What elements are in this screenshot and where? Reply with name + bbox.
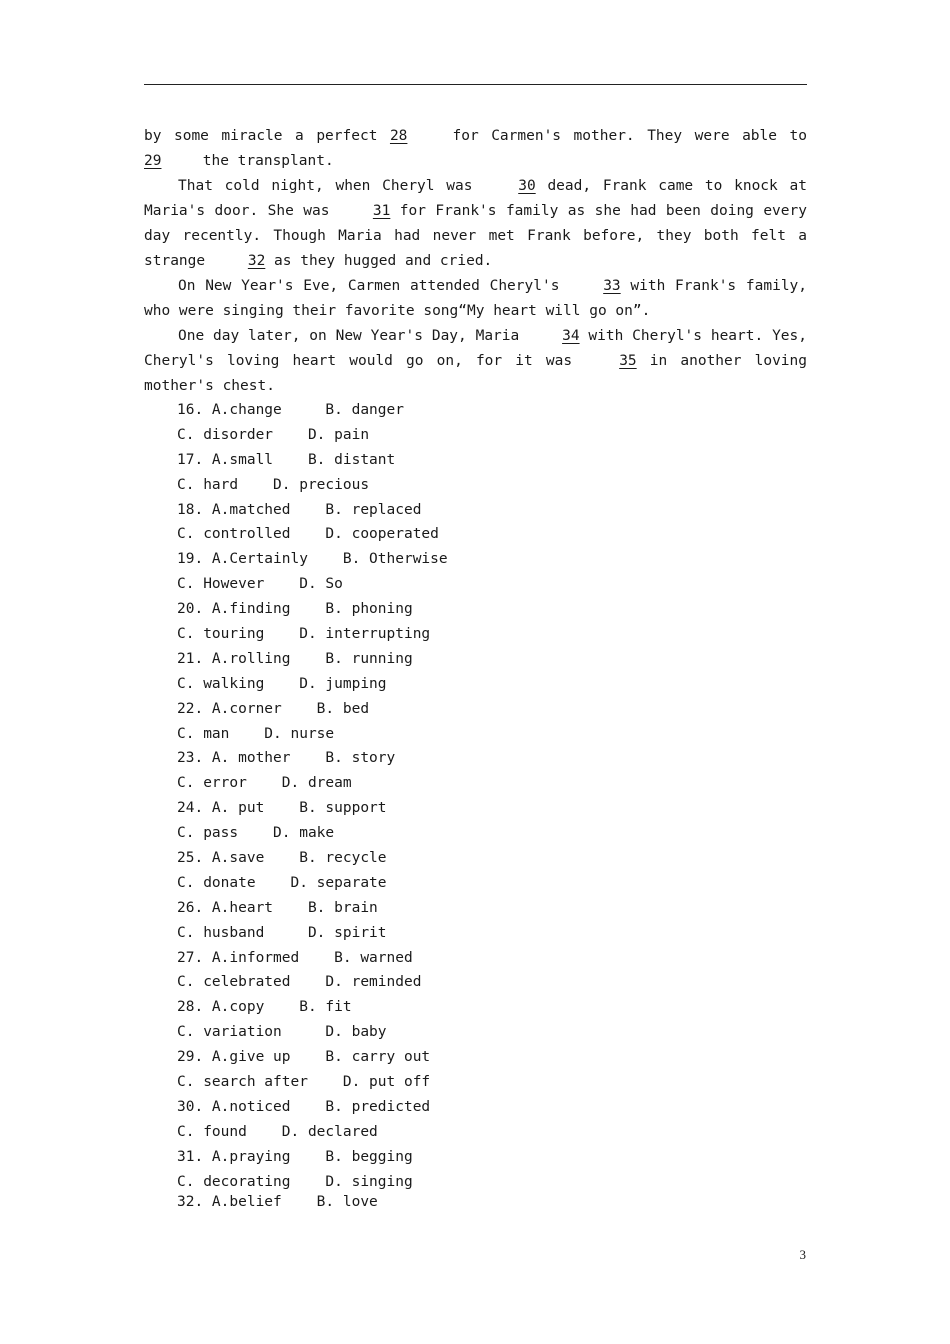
passage-paragraph — [144, 324, 807, 399]
passage-text-run: the transplant. — [194, 153, 334, 169]
header-rule — [144, 84, 807, 85]
option-line: C. controlled D. cooperated — [177, 526, 439, 543]
passage-text-run: for Carmen's mother. They were able to — [439, 128, 807, 144]
option-line: C. walking D. jumping — [177, 675, 387, 692]
option-line: 25. A.save B. recycle — [177, 850, 387, 867]
option-line: C. search after D. put off — [177, 1074, 431, 1091]
passage-text-run: for Frank's family as she had been doing every day recently. Though Maria had never met Frank before, they both felt a strange — [144, 203, 807, 269]
option-line: C. hard D. precious — [177, 476, 370, 493]
option-line: 28. A.copy B. fit — [177, 999, 352, 1016]
options-list — [177, 398, 777, 1214]
passage-paragraph — [144, 124, 807, 174]
answer-blank: 33 — [603, 278, 621, 294]
option-line: C. celebrated D. reminded — [177, 974, 422, 991]
option-line: 24. A. put B. support — [177, 800, 387, 817]
option-line: 20. A.finding B. phoning — [177, 601, 413, 618]
answer-blank: 30 — [518, 178, 536, 194]
option-line: 18. A.matched B. replaced — [177, 501, 422, 518]
option-line: C. error D. dream — [177, 775, 352, 792]
passage-text-run: dead, Frank came to knock at Maria's door. She was — [144, 178, 807, 219]
passage-text — [144, 124, 807, 399]
option-line: C. husband D. spirit — [177, 924, 387, 941]
answer-blank: 29 — [144, 153, 162, 169]
passage-text-run: with Cheryl's heart. Yes, Cheryl's loving heart would go on, for it was — [144, 328, 807, 369]
passage-text-run: as they hugged and cried. — [265, 253, 493, 269]
option-line: 16. A.change B. danger — [177, 402, 404, 418]
answer-blank: 28 — [389, 128, 408, 144]
option-line: 19. A.Certainly B. Otherwise — [177, 551, 448, 568]
answer-blank: 34 — [562, 328, 580, 344]
passage-paragraph — [144, 174, 807, 274]
option-line: 29. A.give up B. carry out — [177, 1049, 431, 1066]
passage-text-run: by some miracle a perfect — [144, 128, 390, 144]
option-line: C. found D. declared — [177, 1123, 378, 1140]
answer-blank: 31 — [372, 203, 391, 219]
option-line: 31. A.praying B. begging — [177, 1148, 413, 1165]
option-line: 27. A.informed B. warned — [177, 949, 413, 966]
passage-text-run: That cold night, when Cheryl was — [178, 178, 485, 194]
option-line: 30. A.noticed B. predicted — [177, 1098, 431, 1115]
option-line: C. variation D. baby — [177, 1024, 387, 1041]
answer-blank: 32 — [247, 253, 266, 269]
option-line: C. donate D. separate — [177, 874, 387, 891]
option-line: C. touring D. interrupting — [177, 626, 431, 643]
passage-paragraph — [144, 274, 807, 324]
page-number: 3 — [799, 1247, 806, 1262]
passage-text-run: with Frank's family, who were singing their favorite song“My heart will go on”. — [144, 278, 808, 319]
option-line: 22. A.corner B. bed — [177, 700, 370, 717]
passage-text-run: in another loving mother's chest. — [144, 353, 807, 394]
option-line: 23. A. mother B. story — [177, 750, 396, 767]
option-line: 32. A.belief B. love — [177, 1193, 378, 1210]
option-line: 26. A.heart B. brain — [177, 899, 378, 916]
passage-text-run: On New Year's Eve, Carmen attended Cheryl's — [178, 278, 570, 294]
option-line: C. disorder D. pain — [177, 426, 370, 443]
option-line: C. decorating D. singing — [177, 1173, 413, 1190]
passage-text-run: One day later, on New Year's Day, Maria — [178, 328, 529, 344]
answer-blank: 35 — [619, 353, 637, 369]
option-line: C. man D. nurse — [177, 725, 335, 742]
option-line: C. However D. So — [177, 576, 343, 593]
option-line: 21. A.rolling B. running — [177, 650, 413, 667]
option-line: 17. A.small B. distant — [177, 451, 396, 468]
option-line: C. pass D. make — [177, 825, 335, 842]
